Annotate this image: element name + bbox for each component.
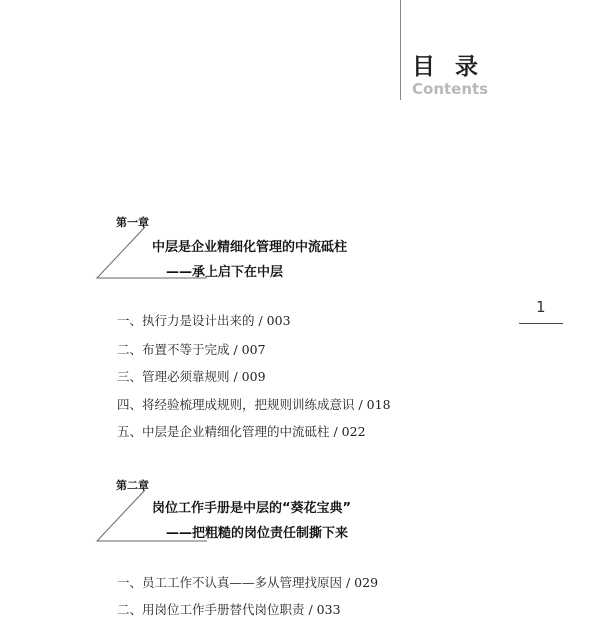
page-number: 1 [536, 298, 546, 316]
toc-item[interactable]: 二、用岗位工作手册替代岗位职责 / 033 [117, 602, 341, 617]
chapter-1-title: 中层是企业精细化管理的中流砥柱 [152, 240, 348, 255]
header-divider-line [400, 0, 401, 100]
page-title: 目 录 [412, 54, 485, 80]
chapter-1-label: 第一章 [116, 216, 149, 229]
chapter-1-subtitle: ——承上启下在中层 [166, 265, 284, 280]
chapter-2-subtitle: ——把粗糙的岗位责任制撕下来 [166, 526, 349, 541]
toc-item[interactable]: 二、布置不等于完成 / 007 [117, 342, 266, 357]
chapter-2-title: 岗位工作手册是中层的“葵花宝典” [152, 501, 352, 516]
toc-item[interactable]: 三、管理必须靠规则 / 009 [117, 369, 266, 384]
page-number-rule [519, 323, 563, 324]
toc-item[interactable]: 一、员工工作不认真——多从管理找原因 / 029 [117, 575, 379, 590]
toc-item[interactable]: 四、将经验梳理成规则，把规则训练成意识 / 018 [117, 397, 391, 412]
toc-item[interactable]: 一、执行力是设计出来的 / 003 [117, 313, 291, 328]
toc-item[interactable]: 五、中层是企业精细化管理的中流砥柱 / 022 [117, 424, 366, 439]
page-title-english: Contents [412, 80, 489, 98]
chapter-2-label: 第二章 [116, 479, 149, 492]
